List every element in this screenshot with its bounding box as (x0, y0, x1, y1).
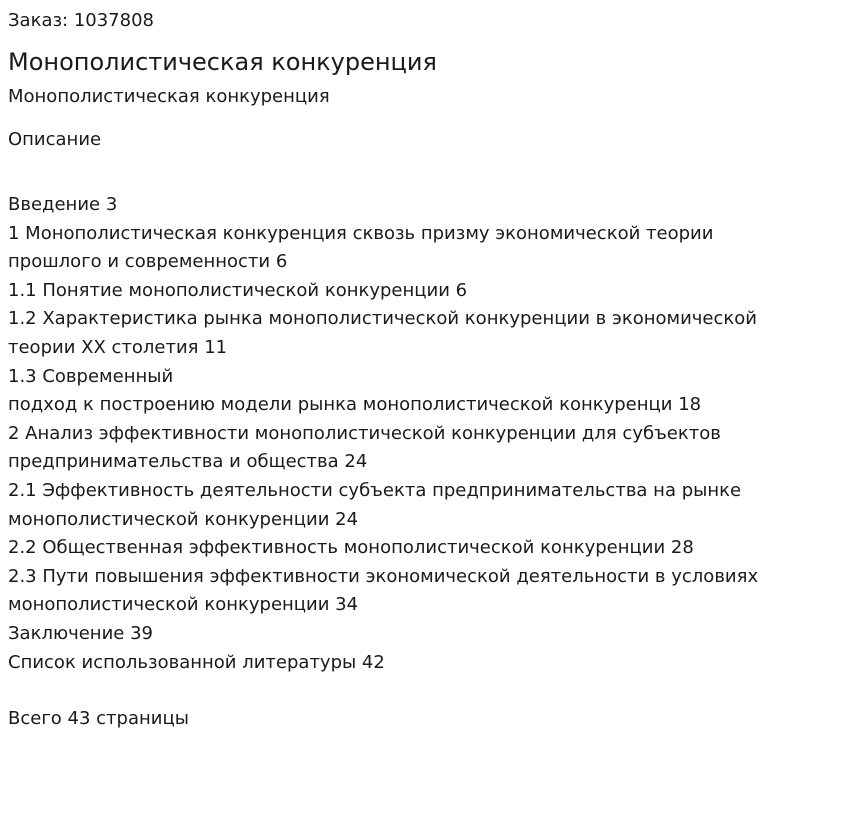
toc-line: 2 Анализ эффективности монополистической конкуренции для субъектов (8, 422, 721, 444)
toc-item (8, 477, 808, 534)
page-subtitle: Монополистическая конкуренция (8, 86, 330, 107)
toc-item (8, 305, 808, 362)
total-pages: Всего 43 страницы (8, 708, 189, 730)
description-label: Описание (8, 129, 102, 150)
toc-line: предпринимательства и общества 24 (8, 451, 368, 473)
toc-item (8, 277, 808, 306)
toc-line: Введение 3 (8, 194, 118, 215)
toc-line: монополистической конкуренции 24 (8, 508, 359, 530)
toc-line: 2.3 Пути повышения эффективности экономической деятельности в условиях (8, 565, 759, 587)
toc-line: 2.2 Общественная эффективность монополистической конкуренции 28 (8, 537, 694, 559)
table-of-contents (8, 191, 808, 677)
toc-item (8, 363, 808, 420)
toc-item (8, 563, 808, 620)
toc-line: теории XX столетия 11 (8, 336, 228, 358)
toc-line: Заключение 39 (8, 622, 153, 644)
order-number: Заказ: 1037808 (8, 10, 154, 31)
toc-line: монополистической конкуренции 34 (8, 594, 359, 616)
toc-item (8, 191, 808, 220)
toc-item (8, 534, 808, 563)
page-title: Монополистическая конкуренция (8, 48, 437, 76)
toc-item (8, 220, 808, 277)
toc-line: 1.1 Понятие монополистической конкуренции 6 (8, 279, 468, 301)
toc-line: 1.3 Современный (8, 365, 174, 387)
toc-item (8, 620, 808, 649)
toc-line: Список использованной литературы 42 (8, 651, 385, 673)
toc-line: подход к построению модели рынка монополистической конкуренци 18 (8, 394, 702, 416)
toc-item (8, 420, 808, 477)
toc-item (8, 649, 808, 678)
toc-line: 1 Монополистическая конкуренция сквозь призму экономической теории (8, 222, 714, 244)
toc-line: 1.2 Характеристика рынка монополистической конкуренции в экономической (8, 308, 757, 330)
toc-line: 2.1 Эффективность деятельности субъекта предпринимательства на рынке (8, 479, 742, 501)
toc-line: прошлого и современности 6 (8, 251, 288, 273)
